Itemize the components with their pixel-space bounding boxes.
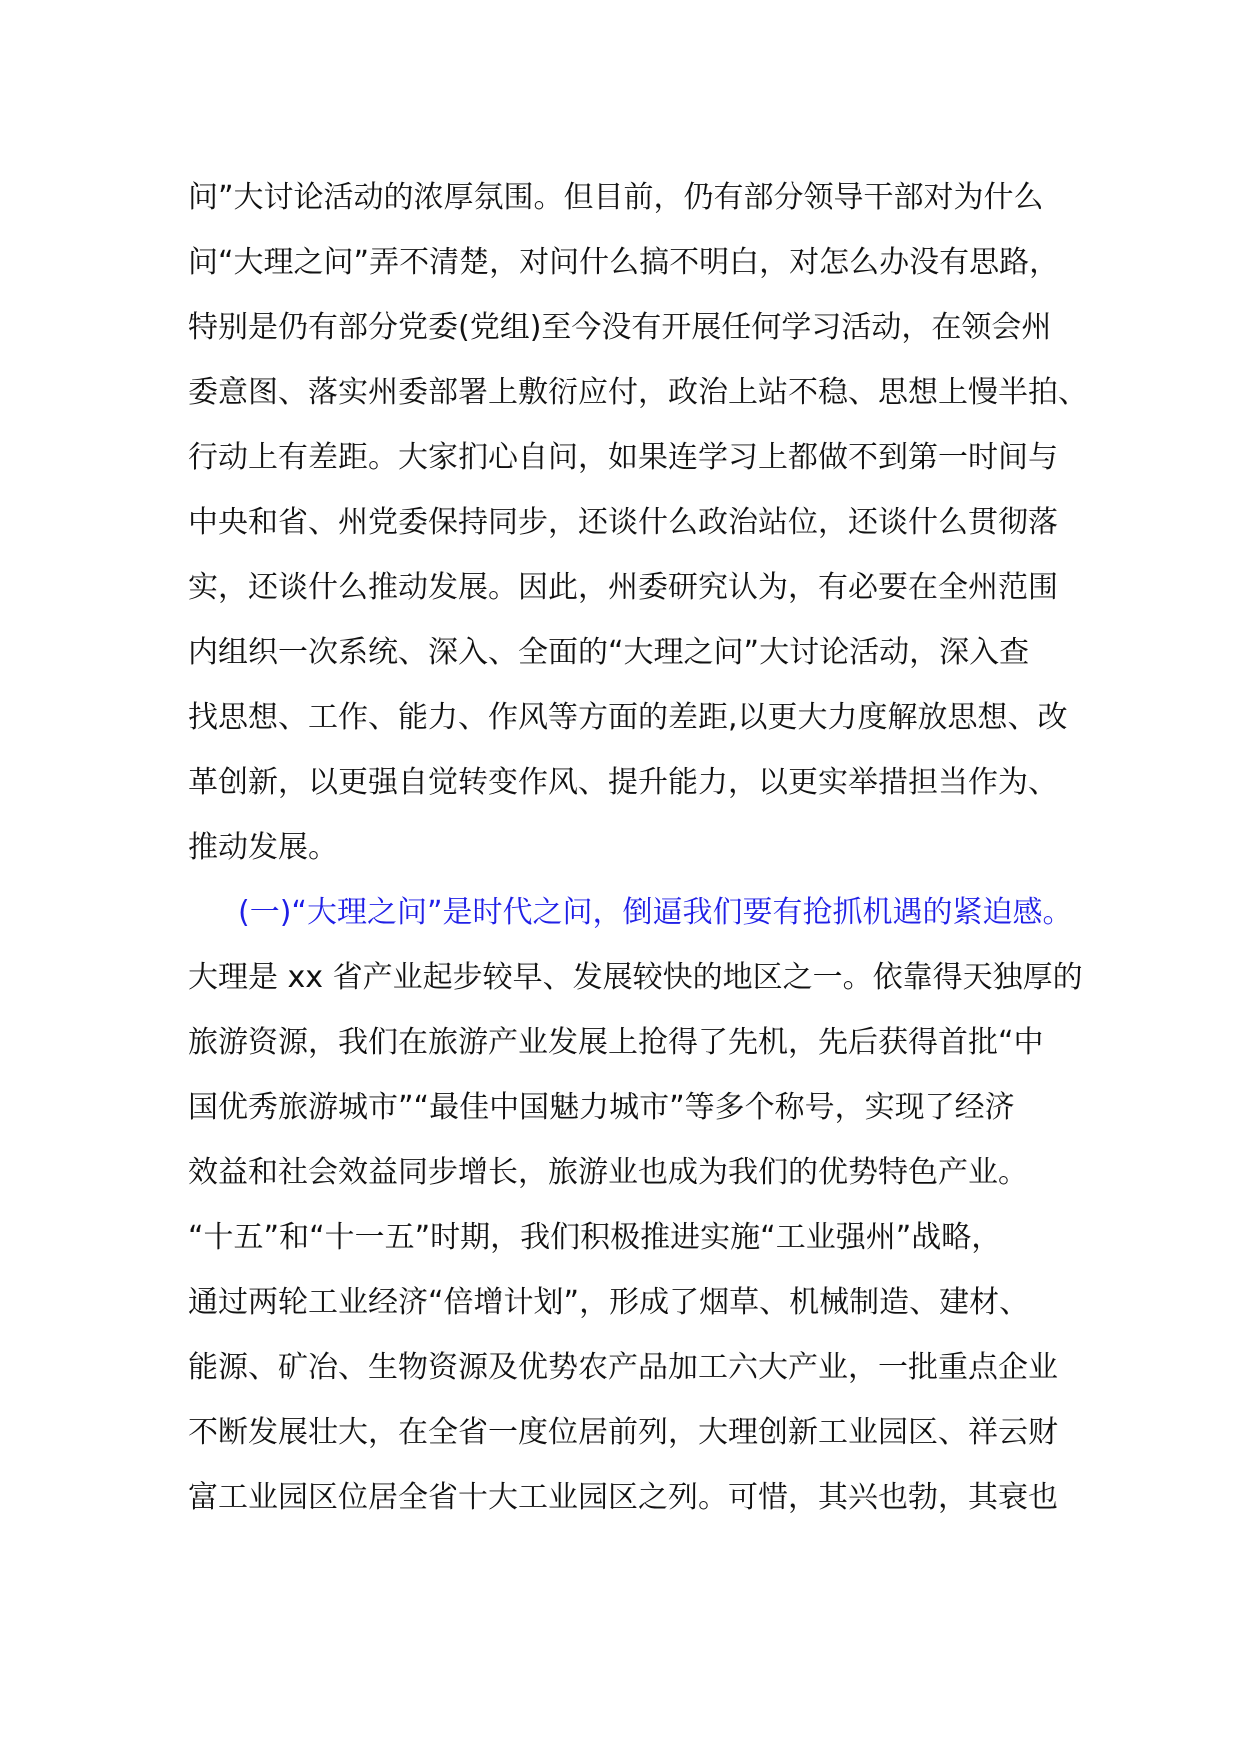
text-line: 问“大理之问”弄不清楚，对问什么搞不明白，对怎么办没有思路， bbox=[188, 245, 1060, 280]
text-line: 中央和省、州党委保持同步，还谈什么政治站位，还谈什么贯彻落 bbox=[188, 505, 1058, 540]
text-line: 能源、矿冶、生物资源及优势农产品加工六大产业，一批重点企业 bbox=[188, 1350, 1058, 1385]
text-line: 找思想、工作、能力、作风等方面的差距,以更大力度解放思想、改 bbox=[188, 700, 1068, 735]
text-line: 委意图、落实州委部署上敷衍应付，政治上站不稳、思想上慢半拍、 bbox=[188, 375, 1088, 410]
text-line: 内组织一次系统、深入、全面的“大理之问”大讨论活动，深入查 bbox=[188, 635, 1030, 670]
text-line: 不断发展壮大，在全省一度位居前列，大理创新工业园区、祥云财 bbox=[188, 1415, 1058, 1450]
text-line: 旅游资源，我们在旅游产业发展上抢得了先机，先后获得首批“中 bbox=[188, 1025, 1044, 1060]
text-line: 实，还谈什么推动发展。因此，州委研究认为，有必要在全州范围 bbox=[188, 570, 1058, 605]
text-line: 特别是仍有部分党委(党组)至今没有开展任何学习活动，在领会州 bbox=[188, 310, 1052, 345]
text-line: 推动发展。 bbox=[188, 830, 338, 865]
text-line: 富工业园区位居全省十大工业园区之列。可惜，其兴也勃，其衰也 bbox=[188, 1480, 1058, 1515]
text-line: 问”大讨论活动的浓厚氛围。但目前，仍有部分领导干部对为什么 bbox=[188, 180, 1044, 215]
document-body bbox=[188, 165, 1088, 1530]
text-line: 效益和社会效益同步增长，旅游业也成为我们的优势特色产业。 bbox=[188, 1155, 1028, 1190]
text-line: 国优秀旅游城市”“最佳中国魅力城市”等多个称号，实现了经济 bbox=[188, 1090, 1015, 1125]
text-line: 通过两轮工业经济“倍增计划”，形成了烟草、机械制造、建材、 bbox=[188, 1285, 1030, 1320]
text-line: “十五”和“十一五”时期，我们积极推进实施“工业强州”战略， bbox=[188, 1220, 1002, 1255]
text-line: 大理是 xx 省产业起步较早、发展较快的地区之一。依靠得天独厚的 bbox=[188, 960, 1083, 995]
text-line: 行动上有差距。大家扪心自问，如果连学习上都做不到第一时间与 bbox=[188, 440, 1058, 475]
section-heading: (一)“大理之问”是时代之问，倒逼我们要有抢抓机遇的紧迫感。 bbox=[238, 895, 1073, 930]
text-line: 革创新，以更强自觉转变作风、提升能力，以更实举措担当作为、 bbox=[188, 765, 1058, 800]
